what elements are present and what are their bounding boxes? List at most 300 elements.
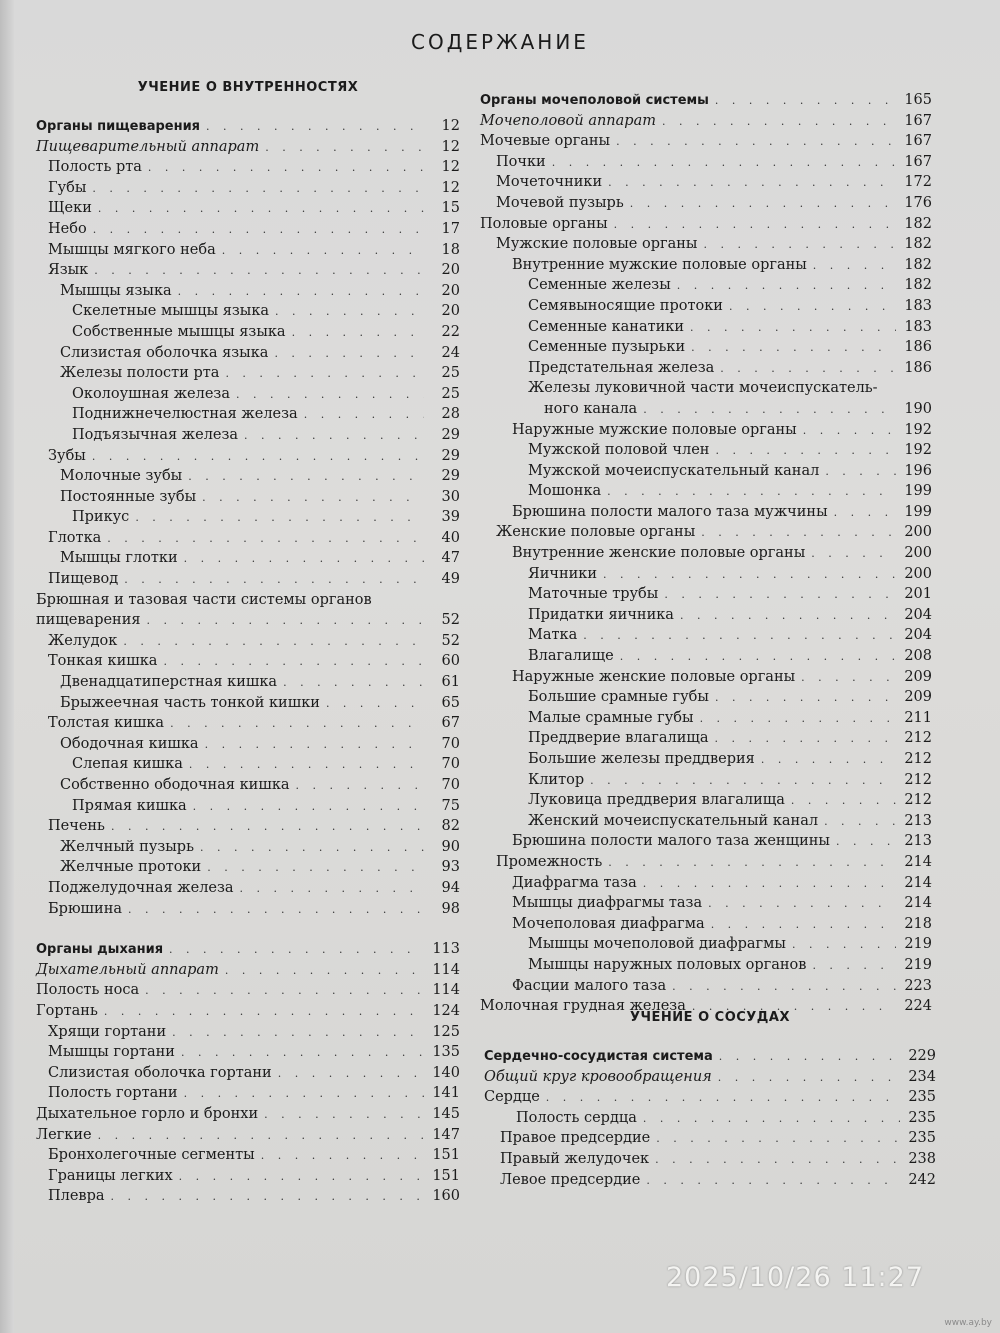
- toc-entry-title: Дыхательный аппарат: [36, 961, 219, 978]
- toc-entry: [480, 873, 932, 894]
- toc-entry-title: Пищевод: [48, 571, 119, 588]
- toc-entry: [480, 481, 932, 502]
- toc-entry-title: Мужской половой член: [528, 442, 710, 459]
- section-heading-internal: УЧЕНИЕ О ВНУТРЕННОСТЯХ: [137, 80, 359, 95]
- toc-page-number: 196: [904, 462, 932, 479]
- toc-leader-dots: [170, 714, 424, 735]
- toc-page-number: 214: [904, 853, 932, 870]
- toc-entry: [480, 131, 932, 152]
- toc-leader-dots: [791, 791, 896, 812]
- toc-entry: [480, 193, 932, 214]
- toc-page-number: 182: [904, 256, 932, 273]
- toc-entry-title: Матка: [528, 627, 578, 644]
- toc-entry-title: Прямая кишка: [72, 797, 187, 814]
- toc-page-number: 25: [441, 365, 460, 382]
- toc-entry-title: Общий круг кровообращения: [484, 1068, 712, 1085]
- toc-entry-title: Преддверие влагалища: [528, 730, 709, 747]
- toc-leader-dots: [193, 797, 424, 818]
- toc-entry: [36, 1186, 460, 1207]
- toc-leader-dots: [124, 570, 424, 591]
- toc-entry: [36, 507, 460, 528]
- toc-entry: [480, 914, 932, 935]
- toc-leader-dots: [326, 694, 424, 715]
- toc-entry: [36, 240, 460, 261]
- toc-leader-dots: [643, 1109, 900, 1130]
- toc-entry-title: Слепая кишка: [72, 756, 183, 773]
- toc-leader-dots: [181, 1043, 424, 1064]
- toc-page-number: 219: [904, 956, 932, 973]
- toc-entry: [36, 404, 460, 425]
- toc-leader-dots: [92, 179, 424, 200]
- toc-page-number: 25: [441, 385, 460, 402]
- toc-entry-title: Малые срамные губы: [528, 709, 694, 726]
- toc-page-number: 192: [904, 442, 932, 459]
- toc-page-number: 223: [904, 977, 932, 994]
- toc-entry-title: Мышцы глотки: [60, 550, 178, 567]
- toc-page-number: 52: [441, 632, 460, 649]
- toc-entry: [480, 831, 932, 852]
- toc-page-number: 29: [441, 468, 460, 485]
- toc-entry-title: Полость сердца: [516, 1109, 637, 1126]
- toc-entry: [36, 1145, 460, 1166]
- toc-entry-title: Собственно ободочная кишка: [60, 777, 290, 793]
- toc-page-number: 135: [432, 1044, 460, 1061]
- toc-entry: [36, 610, 460, 631]
- toc-page-number: 167: [904, 153, 932, 170]
- toc-entry-title: Мочеполовой аппарат: [480, 112, 656, 129]
- toc-entry: [480, 337, 932, 358]
- toc-page-number: 190: [904, 400, 932, 417]
- toc-entry: [36, 1083, 460, 1104]
- toc-page-number: 20: [441, 282, 460, 299]
- toc-page-number: 47: [441, 550, 460, 567]
- toc-entry-title: Скелетные мышцы языка: [72, 303, 270, 320]
- toc-entry: [36, 1001, 460, 1022]
- toc-entry: [480, 461, 932, 482]
- toc-entry-title: Женский мочеиспускательный канал: [528, 812, 819, 829]
- toc-entry-title: Органы пищеварения: [36, 119, 201, 134]
- toc-entry-title: Мочеточники: [496, 174, 603, 191]
- toc-leader-dots: [135, 508, 424, 529]
- toc-entry: [480, 296, 932, 317]
- toc-page-number: 200: [904, 524, 932, 541]
- toc-entry-title: Железы полости рта: [60, 365, 220, 382]
- toc-list-vessels: [484, 1046, 936, 1190]
- toc-page-number: 24: [441, 344, 460, 361]
- toc-entry: [480, 378, 932, 399]
- toc-page-number: 186: [904, 359, 932, 376]
- toc-leader-dots: [662, 112, 896, 133]
- toc-entry: [36, 487, 460, 508]
- toc-entry: [480, 605, 932, 626]
- toc-leader-dots: [691, 338, 896, 359]
- toc-page-number: 70: [441, 777, 460, 793]
- toc-leader-dots: [222, 241, 424, 262]
- toc-entry-title: Толстая кишка: [48, 715, 165, 732]
- toc-entry: [36, 548, 460, 569]
- toc-entry: [480, 152, 932, 173]
- toc-page-number: 39: [441, 509, 460, 526]
- toc-page-number: 20: [441, 303, 460, 320]
- toc-page-number: 67: [441, 715, 460, 732]
- toc-entry: [36, 384, 460, 405]
- toc-leader-dots: [701, 523, 896, 544]
- toc-entry-title: Мышцы мочеполовой диафрагмы: [528, 936, 786, 953]
- toc-leader-dots: [616, 132, 896, 153]
- toc-leader-dots: [244, 426, 424, 447]
- toc-entry: [36, 734, 460, 755]
- toc-page-number: 145: [432, 1105, 460, 1122]
- toc-page-number: 82: [441, 818, 460, 835]
- toc-entry-title: Предстательная железа: [528, 359, 715, 376]
- toc-leader-dots: [711, 915, 896, 936]
- toc-entry-title: Наружные женские половые органы: [512, 668, 796, 685]
- toc-entry-title: Брюшина: [48, 900, 123, 917]
- toc-page-number: 75: [441, 797, 460, 814]
- toc-entry: [36, 590, 460, 611]
- toc-leader-dots: [703, 235, 896, 256]
- toc-list-left: [36, 116, 460, 1207]
- toc-leader-dots: [128, 900, 424, 921]
- toc-entry: [36, 137, 460, 158]
- toc-leader-dots: [715, 441, 896, 462]
- toc-page-number: 212: [904, 751, 932, 767]
- toc-page-number: 235: [908, 1089, 936, 1106]
- toc-entry: [484, 1170, 936, 1191]
- toc-entry-title: Сердечно-сосудистая система: [484, 1049, 713, 1064]
- toc-leader-dots: [104, 1002, 424, 1023]
- toc-entry-title: Сердце: [484, 1089, 540, 1106]
- toc-entry-title: Семенные железы: [528, 277, 671, 294]
- toc-entry-title: Легкие: [36, 1126, 92, 1143]
- toc-page-number: 140: [432, 1064, 460, 1081]
- toc-page-number: 235: [908, 1130, 936, 1147]
- toc-entry-title: Околоушная железа: [72, 385, 230, 402]
- toc-entry-title: Хрящи гортани: [48, 1023, 167, 1040]
- toc-leader-dots: [813, 256, 896, 277]
- toc-entry: [36, 837, 460, 858]
- toc-entry-title: Большие срамные губы: [528, 689, 709, 706]
- toc-leader-dots: [240, 879, 424, 900]
- toc-entry: [36, 816, 460, 837]
- toc-page-number: 167: [904, 133, 932, 150]
- toc-leader-dots: [188, 467, 424, 488]
- toc-entry: [480, 790, 932, 811]
- toc-leader-dots: [729, 297, 896, 318]
- toc-page-number: 209: [904, 689, 932, 706]
- toc-page-number: 208: [904, 648, 932, 665]
- toc-entry: [36, 363, 460, 384]
- toc-entry-title: Большие железы преддверия: [528, 751, 755, 767]
- toc-leader-dots: [834, 503, 896, 524]
- toc-leader-dots: [715, 729, 896, 750]
- toc-entry-title: Внутренние женские половые органы: [512, 545, 806, 562]
- toc-entry-title: Бронхолегочные сегменты: [48, 1147, 255, 1164]
- toc-page-number: 212: [904, 771, 932, 788]
- toc-leader-dots: [275, 302, 424, 323]
- toc-entry-title: Желчный пузырь: [60, 838, 194, 855]
- toc-entry: [480, 522, 932, 543]
- toc-entry: [480, 893, 932, 914]
- toc-leader-dots: [715, 91, 896, 112]
- toc-leader-dots: [836, 832, 896, 853]
- toc-leader-dots: [200, 838, 424, 859]
- toc-page-number: 20: [441, 262, 460, 279]
- section-gap: [36, 919, 460, 939]
- toc-entry: [36, 651, 460, 672]
- toc-entry: [480, 234, 932, 255]
- toc-entry: [480, 502, 932, 523]
- toc-entry: [36, 899, 460, 920]
- toc-entry: [480, 934, 932, 955]
- toc-page-number: 213: [904, 833, 932, 850]
- toc-page-number: 65: [441, 694, 460, 711]
- toc-left-column: [36, 78, 460, 1207]
- toc-entry: [36, 219, 460, 240]
- toc-leader-dots: [296, 776, 424, 797]
- toc-entry-title: Плевра: [48, 1188, 105, 1205]
- toc-page-number: 22: [441, 323, 460, 340]
- toc-leader-dots: [278, 1064, 424, 1085]
- toc-page-number: 29: [441, 426, 460, 443]
- toc-entry-title: Желудок: [48, 632, 118, 649]
- toc-leader-dots: [630, 194, 896, 215]
- toc-entry-title: Печень: [48, 818, 105, 835]
- toc-entry-title: Полость носа: [36, 982, 140, 999]
- toc-leader-dots: [546, 1088, 900, 1109]
- toc-entry-title: Язык: [48, 262, 89, 279]
- toc-entry-title: Зубы: [48, 447, 86, 464]
- toc-entry-title: Промежность: [496, 853, 603, 870]
- toc-entry: [36, 1104, 460, 1125]
- toc-entry: [480, 214, 932, 235]
- toc-entry-title: Двенадцатиперстная кишка: [60, 674, 278, 691]
- toc-entry: [36, 116, 460, 137]
- toc-leader-dots: [720, 359, 896, 380]
- toc-entry: [480, 399, 932, 420]
- toc-page-number: 218: [904, 915, 932, 932]
- toc-entry: [36, 754, 460, 775]
- toc-entry-title: Поднижнечелюстная железа: [72, 406, 298, 423]
- toc-leader-dots: [92, 447, 424, 468]
- toc-page-number: 214: [904, 874, 932, 891]
- toc-entry-title: Гортань: [36, 1002, 98, 1019]
- toc-page-number: 98: [441, 900, 460, 917]
- toc-entry: [480, 749, 932, 770]
- toc-leader-dots: [643, 874, 896, 895]
- toc-entry-title: Мышцы наружных половых органов: [528, 956, 807, 973]
- toc-page-number: 70: [441, 756, 460, 773]
- toc-entry: [36, 878, 460, 899]
- toc-page-number: 52: [441, 612, 460, 629]
- toc-leader-dots: [812, 956, 896, 977]
- toc-page-number: 212: [904, 730, 932, 747]
- toc-page-number: 28: [441, 406, 460, 423]
- toc-entry-title: Женские половые органы: [496, 524, 696, 541]
- toc-entry-title: Мужской мочеиспускательный канал: [528, 462, 820, 479]
- toc-page-number: 124: [432, 1002, 460, 1019]
- photo-timestamp: 2025/10/26 11:27: [666, 1262, 925, 1293]
- toc-entry: [36, 569, 460, 590]
- toc-entry-title: Мочевые органы: [480, 133, 611, 150]
- toc-entry: [36, 1042, 460, 1063]
- toc-entry-title: Границы легких: [48, 1167, 173, 1184]
- toc-entry: [480, 564, 932, 585]
- toc-page-number: 151: [432, 1147, 460, 1164]
- toc-entry: [480, 728, 932, 749]
- toc-leader-dots: [700, 709, 896, 730]
- toc-entry: [484, 1067, 936, 1088]
- toc-entry: [480, 667, 932, 688]
- toc-entry: [480, 440, 932, 461]
- toc-entry-title: Мышцы мягкого неба: [48, 241, 216, 258]
- toc-entry: [480, 255, 932, 276]
- toc-entry-title: Органы дыхания: [36, 942, 164, 958]
- toc-page-number: 238: [908, 1150, 936, 1167]
- toc-entry: [480, 625, 932, 646]
- toc-leader-dots: [655, 1150, 900, 1171]
- toc-entry: [36, 796, 460, 817]
- toc-entry-title: Мышцы языка: [60, 282, 172, 299]
- toc-entry: [36, 857, 460, 878]
- toc-vessels-column: [484, 1008, 936, 1190]
- toc-entry: [480, 687, 932, 708]
- toc-entry: [36, 281, 460, 302]
- toc-entry: [36, 939, 460, 960]
- toc-entry-title: Луковица преддверия влагалища: [528, 792, 785, 809]
- toc-leader-dots: [792, 935, 896, 956]
- toc-entry: [480, 955, 932, 976]
- toc-entry: [480, 852, 932, 873]
- toc-entry: [36, 713, 460, 734]
- toc-page-number: 186: [904, 339, 932, 356]
- toc-entry: [484, 1087, 936, 1108]
- toc-page-number: 172: [904, 174, 932, 191]
- toc-entry-title: Внутренние мужские половые органы: [512, 256, 807, 273]
- toc-leader-dots: [163, 652, 424, 673]
- toc-leader-dots: [207, 858, 424, 879]
- toc-entry: [36, 960, 460, 981]
- toc-entry: [480, 317, 932, 338]
- toc-page-number: 12: [441, 138, 460, 155]
- toc-entry-title: Ободочная кишка: [60, 735, 199, 752]
- toc-entry: [36, 693, 460, 714]
- toc-entry-title: Половые органы: [480, 215, 608, 232]
- toc-entry-title: Мочеполовая диафрагма: [512, 915, 705, 932]
- toc-page-number: 114: [432, 961, 460, 978]
- toc-page-number: 30: [441, 488, 460, 505]
- toc-page-number: 113: [432, 941, 460, 958]
- toc-page-number: 234: [908, 1068, 936, 1085]
- toc-entry: [480, 976, 932, 997]
- watermark: www.ay.by: [944, 1318, 992, 1328]
- toc-list-right: [480, 90, 932, 1017]
- toc-page-number: 15: [441, 200, 460, 217]
- toc-entry: [480, 646, 932, 667]
- toc-page-number: 204: [904, 606, 932, 623]
- toc-page-number: 40: [441, 529, 460, 546]
- section-heading-vessels: УЧЕНИЕ О СОСУДАХ: [630, 1010, 790, 1025]
- toc-entry-title: Фасции малого таза: [512, 977, 667, 994]
- toc-leader-dots: [206, 117, 424, 138]
- toc-page-number: 12: [441, 118, 460, 134]
- toc-entry: [484, 1149, 936, 1170]
- toc-entry: [36, 260, 460, 281]
- toc-leader-dots: [803, 421, 896, 442]
- toc-entry: [480, 770, 932, 791]
- toc-leader-dots: [811, 544, 896, 565]
- toc-page-number: 183: [904, 318, 932, 335]
- toc-leader-dots: [98, 1126, 424, 1147]
- toc-entry: [480, 111, 932, 132]
- toc-entry: [36, 178, 460, 199]
- toc-leader-dots: [179, 1167, 424, 1188]
- toc-entry-title: Губы: [48, 179, 87, 196]
- toc-page-number: 125: [432, 1023, 460, 1040]
- toc-page-number: 90: [441, 838, 460, 855]
- toc-leader-dots: [614, 215, 896, 236]
- toc-leader-dots: [672, 977, 896, 998]
- toc-leader-dots: [607, 482, 896, 503]
- toc-page-number: 160: [432, 1188, 460, 1205]
- toc-entry-title: Семенные канатики: [528, 318, 685, 335]
- toc-page-number: 93: [441, 859, 460, 876]
- toc-page-number: 94: [441, 879, 460, 896]
- toc-page-number: 165: [904, 92, 932, 108]
- toc-leader-dots: [824, 812, 896, 833]
- toc-leader-dots: [189, 755, 424, 776]
- toc-entry: [480, 811, 932, 832]
- toc-page-number: 201: [904, 586, 932, 603]
- toc-entry: [36, 1166, 460, 1187]
- toc-entry-title: Мышцы диафрагмы таза: [512, 895, 703, 912]
- toc-leader-dots: [184, 1084, 424, 1105]
- toc-entry-title: Щеки: [48, 200, 92, 217]
- toc-leader-dots: [719, 1047, 900, 1068]
- toc-entry-title: Диафрагма таза: [512, 874, 637, 891]
- toc-leader-dots: [620, 647, 896, 668]
- toc-entry-title: Желчные протоки: [60, 859, 202, 876]
- toc-page-number: 12: [441, 159, 460, 176]
- toc-leader-dots: [145, 981, 424, 1002]
- toc-entry: [36, 1125, 460, 1146]
- toc-entry-title: Почки: [496, 153, 546, 170]
- toc-entry-title: Постоянные зубы: [60, 488, 197, 505]
- toc-entry: [36, 343, 460, 364]
- page-edge: [0, 0, 14, 1333]
- toc-leader-dots: [107, 529, 424, 550]
- toc-page-number: 199: [904, 483, 932, 500]
- toc-leader-dots: [178, 282, 424, 303]
- toc-leader-dots: [825, 462, 896, 483]
- toc-page-number: 60: [441, 653, 460, 670]
- toc-entry: [36, 322, 460, 343]
- toc-entry-title: Поджелудочная железа: [48, 879, 234, 896]
- toc-entry-title: Правое предсердие: [500, 1130, 651, 1147]
- toc-entry-title: Клитор: [528, 771, 585, 788]
- toc-leader-dots: [715, 688, 896, 709]
- toc-entry-title: Молочные зубы: [60, 468, 183, 485]
- toc-page-number: 182: [904, 236, 932, 253]
- toc-entry-title: Пищеварительный аппарат: [36, 138, 260, 155]
- toc-entry-title: Слизистая оболочка языка: [60, 344, 269, 361]
- toc-entry: [480, 358, 932, 379]
- toc-leader-dots: [608, 853, 896, 874]
- toc-leader-dots: [274, 344, 424, 365]
- toc-entry: [480, 584, 932, 605]
- toc-entry-title: Семенные пузырьки: [528, 339, 686, 356]
- toc-entry: [36, 1022, 460, 1043]
